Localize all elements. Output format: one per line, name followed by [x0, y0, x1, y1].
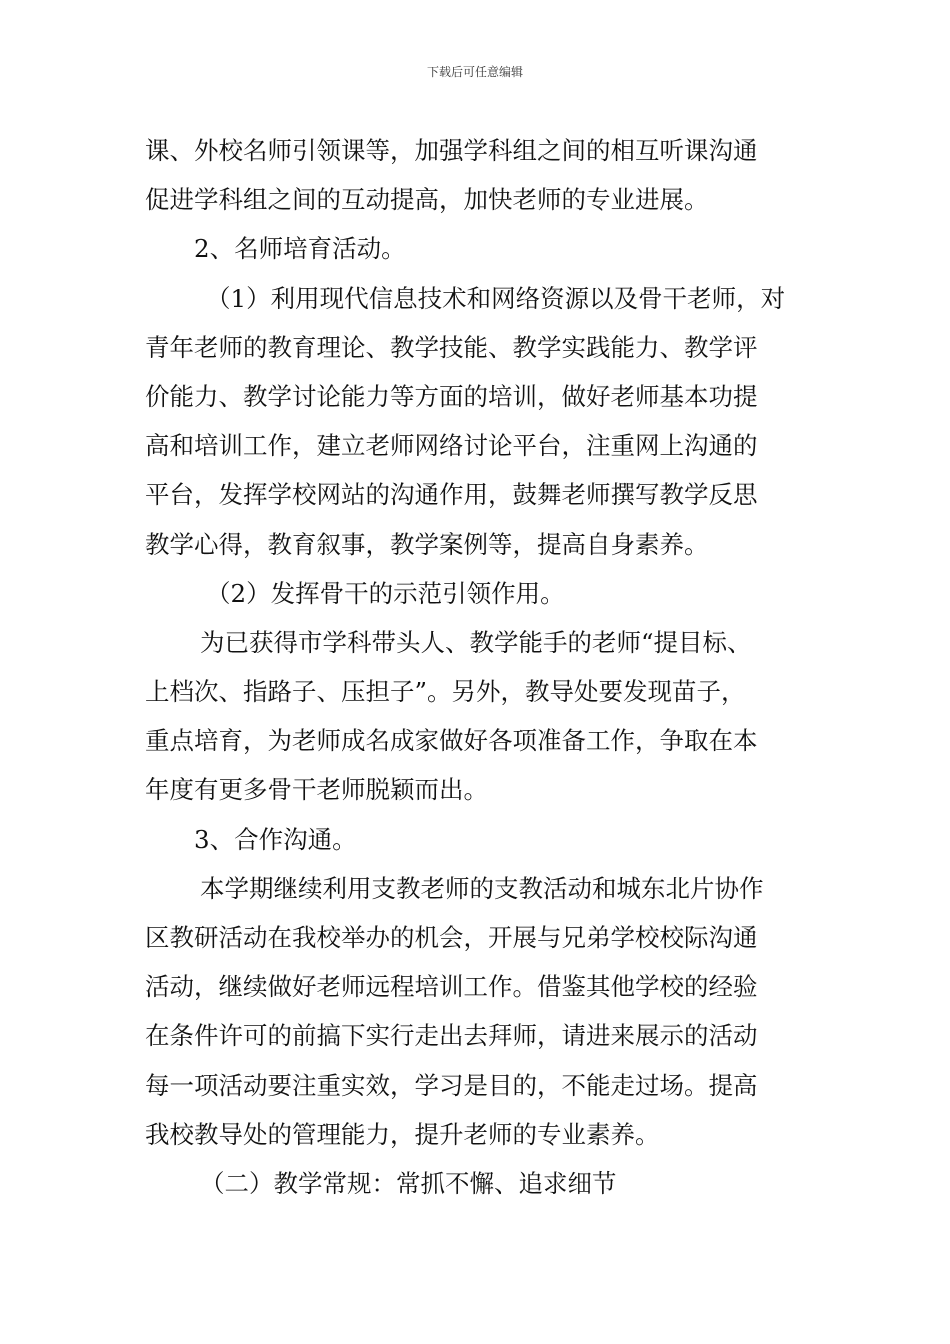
body-line: 上档次、指路子、压担子”。另外，教导处要发现苗子， [145, 677, 746, 707]
subsection-heading: （2）发挥骨干的示范引领作用。 [206, 578, 565, 608]
body-line: 促进学科组之间的互动提高，加快老师的专业进展。 [145, 185, 709, 215]
body-line: 活动，继续做好老师远程培训工作。借鉴其他学校的经验 [145, 972, 758, 1002]
body-line: 区教研活动在我校举办的机会，开展与兄弟学校校际沟通 [145, 923, 758, 952]
body-line: 我校教导处的管理能力，提升老师的专业素养。 [145, 1119, 660, 1149]
body-line: 本学期继续利用支教老师的支教活动和城东北片协作 [200, 873, 764, 903]
chapter-heading: （二）教学常规：常抓不懈、追求细节 [200, 1168, 617, 1198]
body-line: 高和培训工作，建立老师网络讨论平台，注重网上沟通的 [145, 431, 758, 461]
subsection-line: （1）利用现代信息技术和网络资源以及骨干老师，对 [206, 283, 786, 313]
section-heading: 3、合作沟通。 [194, 824, 357, 854]
section-heading: 2、名师培育活动。 [194, 234, 406, 264]
body-line: 课、外校名师引领课等，加强学科组之间的相互听课沟通 [145, 136, 758, 165]
body-line: 重点培育，为老师成名成家做好各项准备工作，争取在本 [145, 726, 758, 756]
body-line: 为已获得市学科带头人、教学能手的老师“提目标、 [200, 627, 752, 657]
body-line: 在条件许可的前搞下实行走出去拜师，请进来展示的活动 [145, 1021, 758, 1051]
body-line: 教学心得，教育叙事，教学案例等，提高自身素养。 [145, 529, 709, 559]
body-line: 每一项活动要注重实效，学习是目的，不能走过场。提高 [145, 1070, 758, 1100]
page-header-note: 下载后可任意编辑 [426, 65, 523, 79]
document-body [145, 126, 815, 1208]
body-line: 价能力、教学讨论能力等方面的培训，做好老师基本功提 [145, 381, 758, 411]
body-line: 年度有更多骨干老师脱颖而出。 [145, 775, 488, 805]
body-line: 平台，发挥学校网站的沟通作用，鼓舞老师撰写教学反思 [145, 480, 758, 510]
body-line: 青年老师的教育理论、教学技能、教学实践能力、教学评 [145, 332, 758, 362]
